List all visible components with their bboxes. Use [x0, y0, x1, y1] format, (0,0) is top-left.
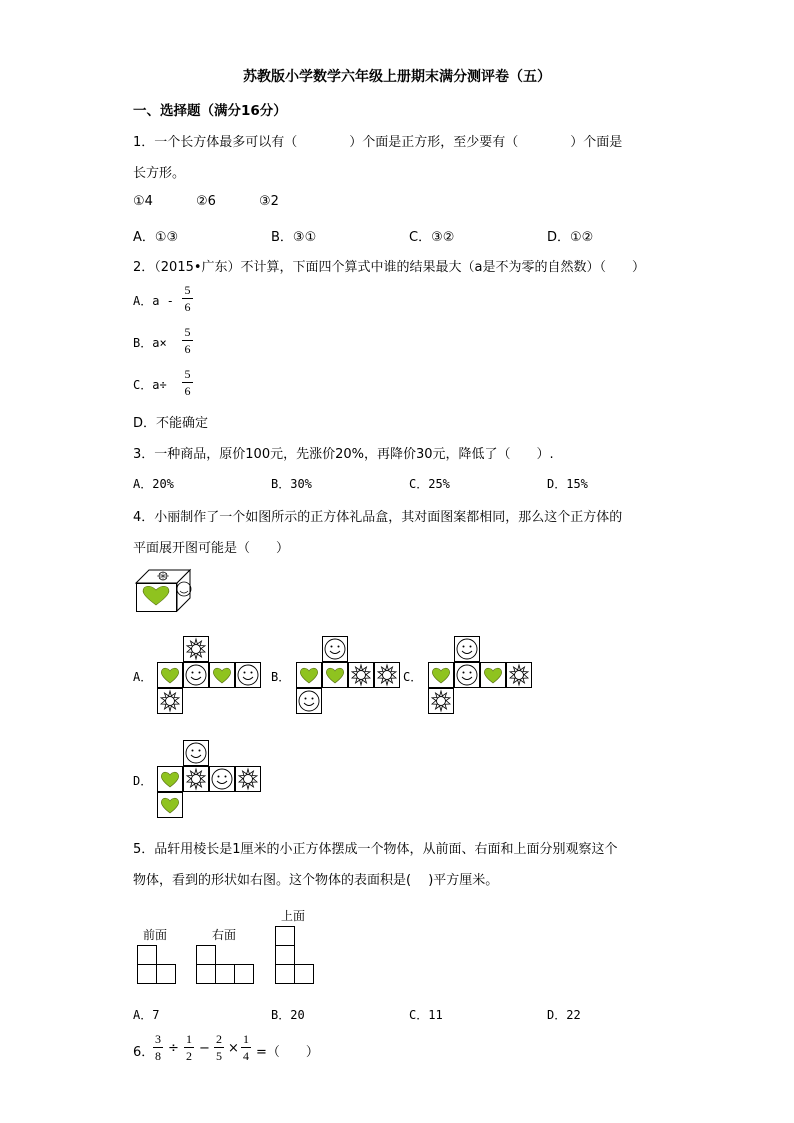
q1-option-d: D．①②	[547, 230, 594, 245]
q6-tail: =（ ）	[256, 1045, 319, 1060]
q5-option-d: D．22	[547, 1008, 581, 1022]
q4-label-c: C．	[403, 670, 423, 684]
q3-stem: 3．一种商品，原价100元，先涨价20%，再降价30元，降低了（ ）.	[133, 447, 554, 462]
net-c	[429, 637, 532, 714]
q4-stem-line2: 平面展开图可能是（ ）	[133, 541, 290, 556]
q1-stem-line2: 长方形。	[133, 166, 186, 181]
q6-fraction-4: 1 4	[243, 1032, 249, 1063]
q5-label-top: 上面	[281, 909, 306, 923]
q6-fraction-3: 2 5	[216, 1032, 222, 1063]
q1-option-a: A．①③	[133, 230, 179, 245]
q5-label-front: 前面	[143, 928, 168, 942]
net-a	[158, 637, 261, 714]
q6-fraction-1: 3 8	[155, 1032, 161, 1063]
q6-prefix: 6．	[133, 1045, 155, 1060]
q4-stem-line1: 4．小丽制作了一个如图所示的正方体礼品盒，其对面图案都相同，那么这个正方体的	[133, 510, 623, 525]
view-top	[276, 927, 314, 984]
q5-stem-line2: 物体，看到的形状如右图。这个物体的表面积是( )平方厘米。	[133, 873, 499, 888]
q2-option-d: D．不能确定	[133, 416, 209, 431]
q6-op-minus: −	[199, 1041, 210, 1056]
q1-option-c: C．③②	[409, 230, 455, 245]
q1-item-3: ③2	[259, 194, 279, 209]
q2-fraction-b: 5 6	[182, 325, 193, 356]
q2-stem: 2．（2015•广东）不计算，下面四个算式中谁的结果最大（a是不为零的自然数）（ ）	[133, 260, 645, 275]
q2-option-a: A．a -	[133, 294, 174, 308]
q1-stem-line1: 1．一个长方体最多可以有（ ）个面是正方形，至少要有（ ）个面是	[133, 135, 623, 150]
q1-item-2: ②6	[196, 194, 216, 209]
q3-option-d: D．15%	[547, 477, 588, 491]
view-right	[197, 946, 254, 984]
q6-fraction-2: 1 2	[186, 1032, 192, 1063]
q2-fraction-a: 5 6	[182, 283, 193, 314]
net-b	[297, 637, 400, 714]
q1-item-1: ①4	[133, 194, 153, 209]
q4-label-d: D．	[133, 774, 153, 788]
q5-stem-line1: 5．品轩用棱长是1厘米的小正方体摆成一个物体，从前面、右面和上面分别观察这个	[133, 842, 618, 857]
q1-option-b: B．③①	[271, 230, 317, 245]
q5-option-b: B．20	[271, 1008, 305, 1022]
q5-option-a: A．7	[133, 1008, 160, 1022]
q2-option-c: C．a÷	[133, 378, 167, 392]
q3-option-b: B．30%	[271, 477, 312, 491]
q2-option-b: B．a×	[133, 336, 167, 350]
q6-op-divide: ÷	[168, 1041, 179, 1056]
q4-label-a: A．	[133, 670, 153, 684]
cube-figure	[136, 570, 191, 612]
q2-fraction-c: 5 6	[182, 367, 193, 398]
page-title: 苏教版小学数学六年级上册期末满分测评卷（五）	[243, 69, 551, 85]
q6-op-times: ×	[228, 1041, 239, 1056]
q4-label-b: B．	[271, 670, 291, 684]
q3-option-c: C．25%	[409, 477, 450, 491]
net-d	[158, 741, 261, 818]
view-front	[138, 946, 176, 984]
q3-option-a: A．20%	[133, 477, 174, 491]
q5-option-c: C．11	[409, 1008, 443, 1022]
section-heading: 一、选择题（满分16分）	[133, 103, 287, 119]
q5-label-right: 右面	[212, 928, 237, 942]
